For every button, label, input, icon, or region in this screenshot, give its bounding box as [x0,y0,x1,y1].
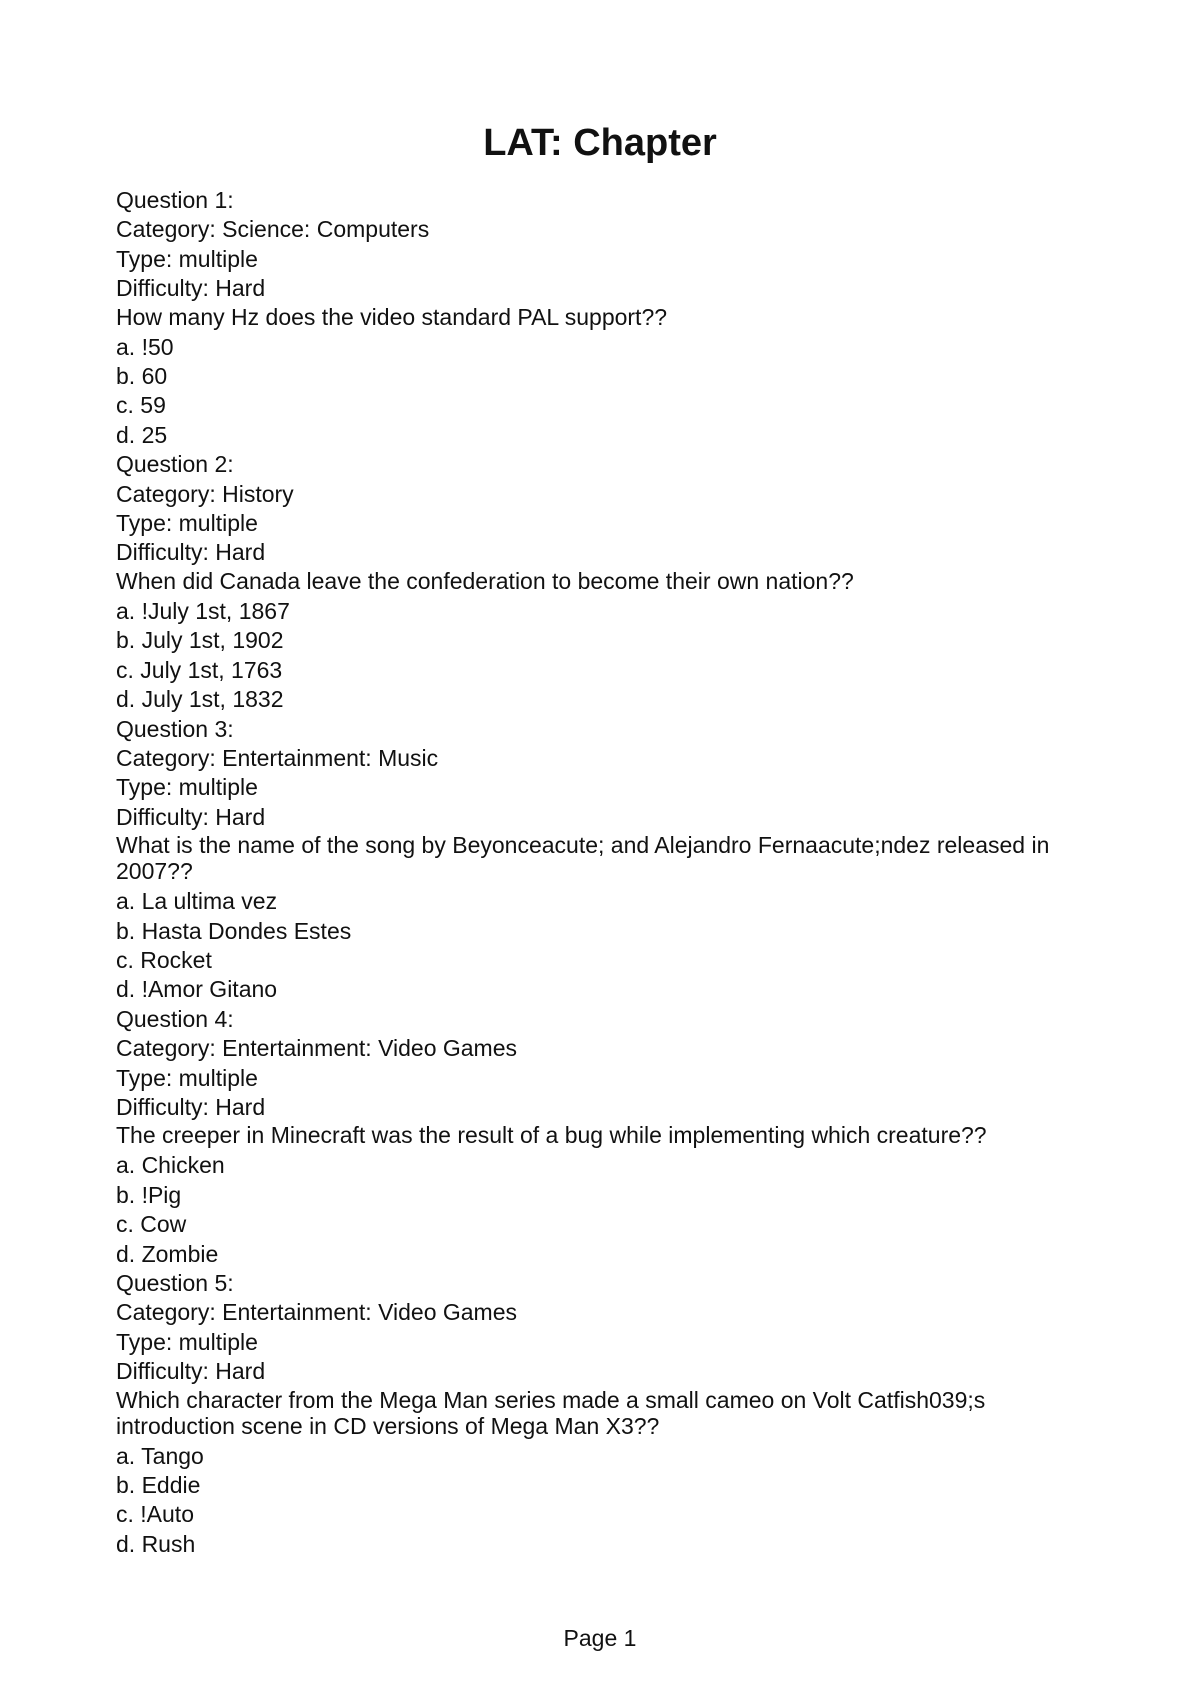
question-block [116,715,1096,1005]
question-category: Category: History [116,480,294,507]
answer-option: d. Zombie [116,1240,219,1267]
question-difficulty: Difficulty: Hard [116,803,266,830]
answer-option: b. Hasta Dondes Estes [116,917,352,944]
question-text: The creeper in Minecraft was the result of a bug while implementing which creature?? [116,1122,987,1149]
question-difficulty: Difficulty: Hard [116,1093,266,1120]
question-text: When did Canada leave the confederation to become their own nation?? [116,567,854,594]
question-difficulty: Difficulty: Hard [116,1358,266,1385]
question-difficulty: Difficulty: Hard [116,539,266,566]
question-type: Type: multiple [116,1064,258,1091]
answer-option: c. !Auto [116,1501,194,1528]
question-type: Type: multiple [116,245,258,272]
question-type: Type: multiple [116,510,258,537]
page-number: Page 1 [563,1625,637,1651]
question-difficulty: Difficulty: Hard [116,275,266,302]
answer-option: c. July 1st, 1763 [116,656,283,683]
answer-option: a. Tango [116,1442,204,1469]
answer-option: a. !July 1st, 1867 [116,597,290,624]
question-text: How many Hz does the video standard PAL support?? [116,303,668,330]
question-block [116,450,1096,714]
question-header: Question 2: [116,451,234,478]
answer-option: c. Rocket [116,946,212,973]
answer-option: d. July 1st, 1832 [116,686,284,713]
question-header: Question 5: [116,1270,234,1296]
question-block [116,1269,1096,1559]
answer-option: b. !Pig [116,1181,182,1208]
answer-option: d. 25 [116,421,168,448]
question-category: Category: Entertainment: Music [116,744,439,771]
answer-option: c. Cow [116,1211,187,1238]
question-header: Question 4: [116,1005,234,1032]
question-type: Type: multiple [116,1328,258,1355]
answer-option: a. La ultima vez [116,888,278,915]
question-text: Which character from the Mega Man series made a small cameo on Volt Catfish039;s introduction scene in CD versions of Mega Man X3?? [116,1386,992,1439]
question-list [116,186,1096,1559]
answer-option: b. 60 [116,363,168,390]
question-type: Type: multiple [116,774,258,801]
answer-option: b. Eddie [116,1472,201,1499]
question-category: Category: Entertainment: Video Games [116,1035,518,1062]
page-title: LAT: Chapter [483,122,717,164]
answer-option: a. Chicken [116,1152,225,1179]
question-text: What is the name of the song by Beyonceacute; and Alejandro Fernaacute;ndez released in 2007?? [116,832,1056,885]
question-block [116,1005,1096,1269]
answer-option: b. July 1st, 1902 [116,627,284,654]
question-category: Category: Science: Computers [116,216,430,243]
question-header: Question 1: [116,187,234,213]
answer-option: d. Rush [116,1530,196,1557]
question-block [116,186,1096,450]
answer-option: d. !Amor Gitano [116,976,278,1003]
answer-option: a. !50 [116,333,174,360]
answer-option: c. 59 [116,392,166,419]
question-category: Category: Entertainment: Video Games [116,1299,518,1326]
question-header: Question 3: [116,715,234,742]
